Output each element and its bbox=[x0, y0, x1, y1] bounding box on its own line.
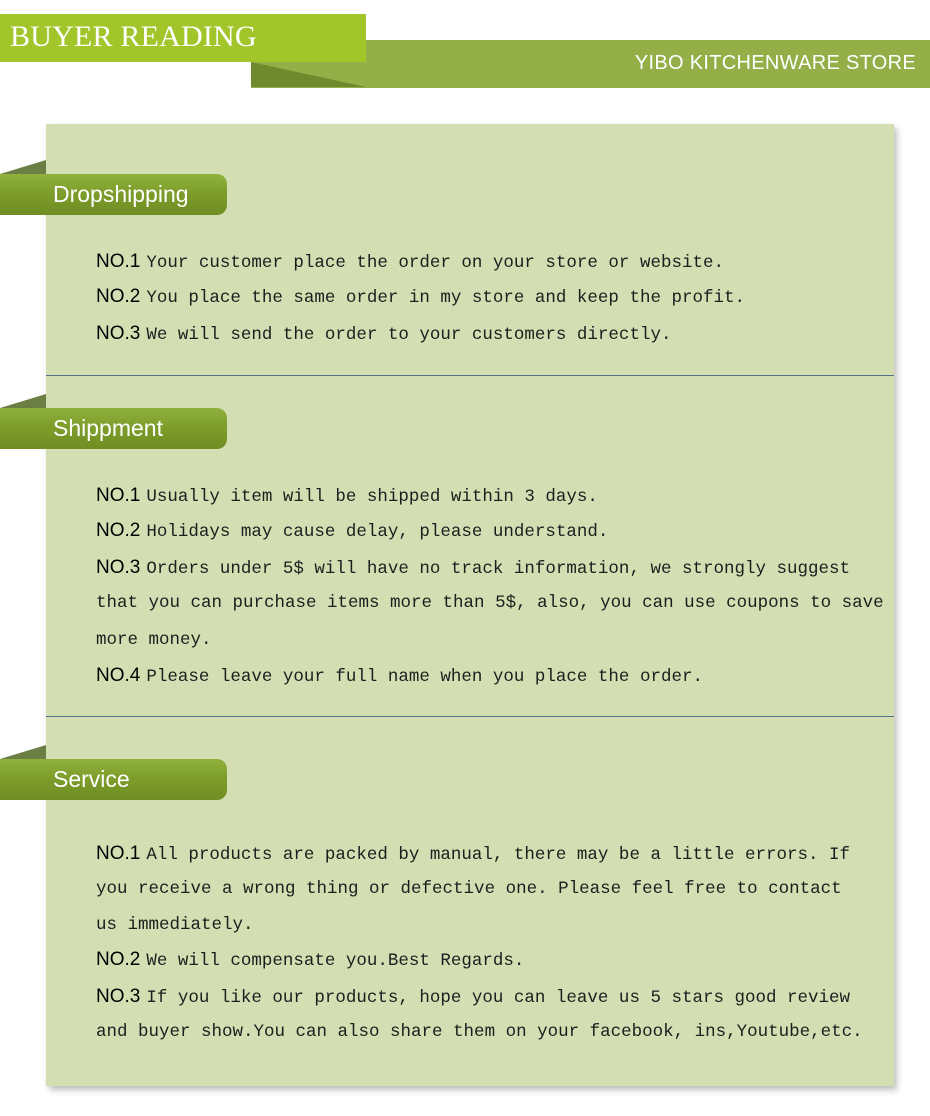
list-item-continuation bbox=[96, 630, 212, 650]
list-item bbox=[96, 557, 850, 579]
section-heading-dropshipping bbox=[0, 174, 227, 215]
store-name: YIBO KITCHENWARE STORE bbox=[634, 52, 916, 74]
item-text: Orders under 5$ will have no track information, we strongly suggest bbox=[146, 559, 850, 579]
ribbon-fold-decoration bbox=[0, 394, 46, 408]
item-number: NO.1 bbox=[96, 251, 141, 272]
item-text: and buyer show.You can also share them on your facebook, ins,Youtube,etc. bbox=[96, 1022, 863, 1042]
list-item bbox=[96, 485, 598, 507]
item-number: NO.4 bbox=[96, 665, 141, 686]
item-text: Usually item will be shipped within 3 days. bbox=[146, 487, 598, 507]
list-item bbox=[96, 843, 850, 865]
list-item bbox=[96, 949, 524, 971]
section-divider bbox=[46, 716, 894, 717]
list-item-continuation bbox=[96, 593, 884, 613]
item-number: NO.2 bbox=[96, 949, 141, 970]
item-text: If you like our products, hope you can leave us 5 stars good review bbox=[146, 988, 850, 1008]
item-number: NO.2 bbox=[96, 520, 141, 541]
item-text: All products are packed by manual, there may be a little errors. If bbox=[146, 845, 850, 865]
section-heading-label: Dropshipping bbox=[53, 181, 189, 207]
item-text: us immediately. bbox=[96, 915, 254, 935]
list-item bbox=[96, 665, 703, 687]
page-title: BUYER READING bbox=[10, 20, 257, 53]
item-number: NO.3 bbox=[96, 323, 141, 344]
item-text: We will compensate you.Best Regards. bbox=[146, 951, 525, 971]
section-heading-label: Service bbox=[53, 766, 130, 792]
list-item-continuation bbox=[96, 915, 254, 935]
item-number: NO.1 bbox=[96, 485, 141, 506]
item-number: NO.2 bbox=[96, 286, 141, 307]
item-text: Please leave your full name when you place the order. bbox=[146, 667, 703, 687]
header-title-tab bbox=[0, 14, 366, 62]
header-fold-decoration bbox=[251, 62, 366, 87]
item-text: that you can purchase items more than 5$, also, you can use coupons to save bbox=[96, 593, 884, 613]
section-heading-label: Shippment bbox=[53, 415, 163, 441]
item-text: You place the same order in my store and keep the profit. bbox=[146, 288, 745, 308]
ribbon-fold-decoration bbox=[0, 745, 46, 759]
list-item bbox=[96, 286, 745, 308]
list-item bbox=[96, 251, 724, 273]
ribbon-fold-decoration bbox=[0, 160, 46, 174]
item-text: Holidays may cause delay, please understand. bbox=[146, 522, 609, 542]
item-number: NO.3 bbox=[96, 986, 141, 1007]
section-divider bbox=[46, 375, 894, 376]
item-text: you receive a wrong thing or defective one. Please feel free to contact bbox=[96, 879, 842, 899]
item-text: Your customer place the order on your store or website. bbox=[146, 253, 724, 273]
list-item-continuation bbox=[96, 1022, 863, 1042]
list-item bbox=[96, 986, 850, 1008]
section-heading-shippment bbox=[0, 408, 227, 449]
item-text: more money. bbox=[96, 630, 212, 650]
item-number: NO.1 bbox=[96, 843, 141, 864]
list-item-continuation bbox=[96, 879, 842, 899]
item-number: NO.3 bbox=[96, 557, 141, 578]
item-text: We will send the order to your customers directly. bbox=[146, 325, 672, 345]
section-heading-service bbox=[0, 759, 227, 800]
list-item bbox=[96, 323, 671, 345]
list-item bbox=[96, 520, 608, 542]
